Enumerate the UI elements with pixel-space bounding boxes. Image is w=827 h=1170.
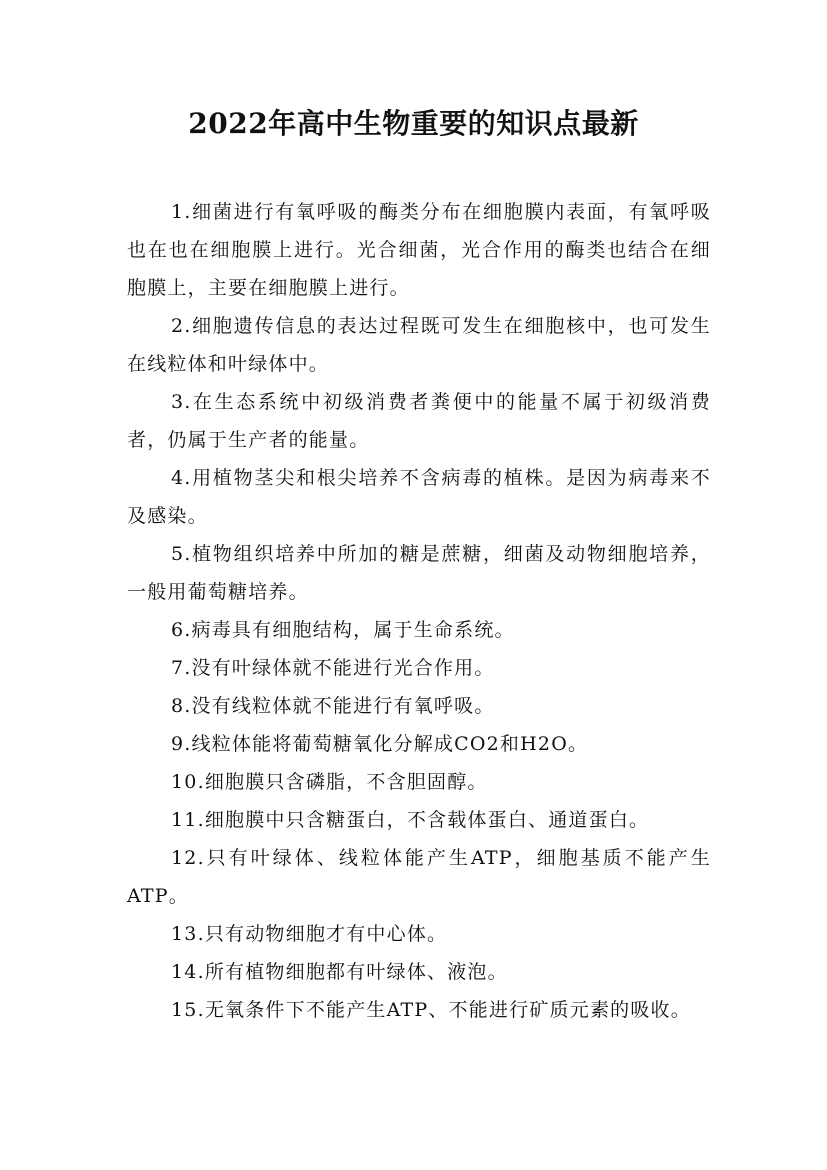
paragraph-9: 9.线粒体能将葡萄糖氧化分解成CO2和H2O。 (171, 733, 589, 755)
paragraph-6: 6.病毒具有细胞结构，属于生命系统。 (171, 619, 515, 641)
paragraph-12: 12.只有叶绿体、线粒体能产生ATP，细胞基质不能产生ATP。 (127, 847, 711, 907)
paragraph-11: 11.细胞膜中只含糖蛋白，不含载体蛋白、通道蛋白。 (171, 809, 650, 831)
paragraph-1: 1.细菌进行有氧呼吸的酶类分布在细胞膜内表面，有氧呼吸也在也在细胞膜上进行。光合细菌，光合作用的酶类也结合在细胞膜上，主要在细胞膜上进行。 (127, 201, 711, 299)
document-body (127, 193, 711, 1029)
paragraph-4: 4.用植物茎尖和根尖培养不含病毒的植株。是因为病毒来不及感染。 (127, 467, 711, 527)
paragraph-7: 7.没有叶绿体就不能进行光合作用。 (171, 657, 495, 679)
paragraph-14: 14.所有植物细胞都有叶绿体、液泡。 (171, 961, 508, 983)
paragraph-3: 3.在生态系统中初级消费者粪便中的能量不属于初级消费者，仍属于生产者的能量。 (127, 391, 711, 451)
paragraph-5: 5.植物组织培养中所加的糖是蔗糖，细菌及动物细胞培养，一般用葡萄糖培养。 (127, 543, 711, 603)
paragraph-13: 13.只有动物细胞才有中心体。 (171, 923, 448, 945)
paragraph-10: 10.细胞膜只含磷脂，不含胆固醇。 (171, 771, 488, 793)
paragraph-8: 8.没有线粒体就不能进行有氧呼吸。 (171, 695, 495, 717)
paragraph-15: 15.无氧条件下不能产生ATP、不能进行矿质元素的吸收。 (171, 999, 691, 1021)
page-title: 2022年高中生物重要的知识点最新 (188, 107, 639, 140)
paragraph-2: 2.细胞遗传信息的表达过程既可发生在细胞核中，也可发生在线粒体和叶绿体中。 (127, 315, 711, 375)
